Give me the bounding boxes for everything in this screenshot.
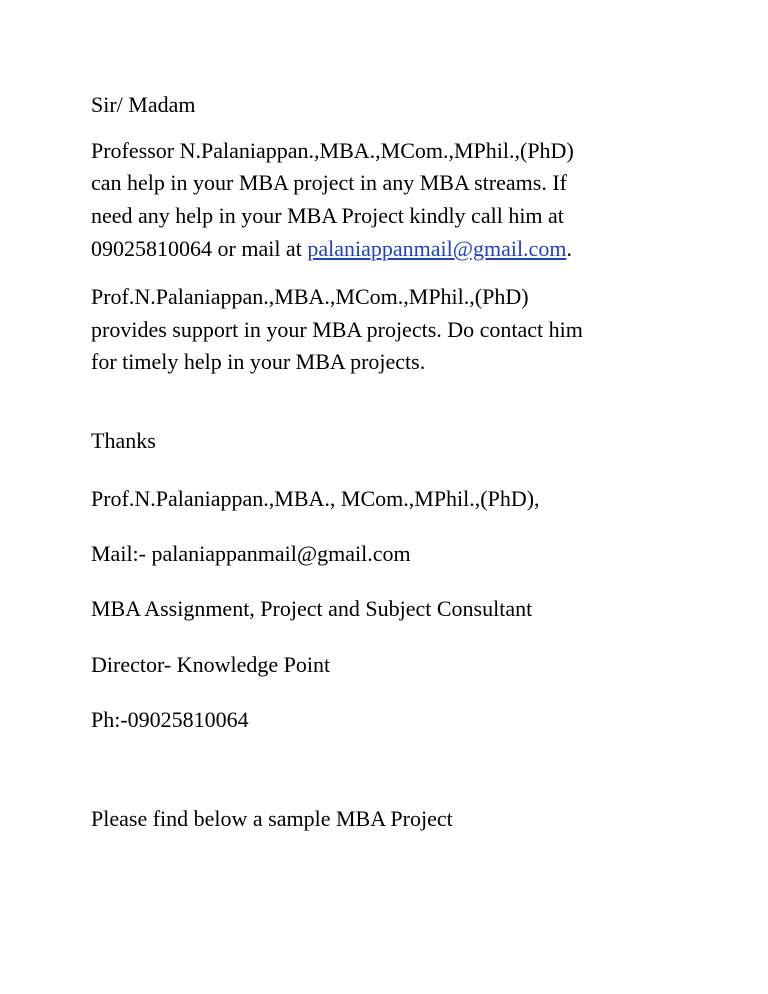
paragraph-2-line-1: Prof.N.Palaniappan.,MBA.,MCom.,MPhil.,(PhD) [91,284,529,309]
paragraph-2-line-3: for timely help in your MBA projects. [91,349,426,374]
closing-line: Please find below a sample MBA Project [91,806,453,831]
signature-mail: Mail:- palaniappanmail@gmail.com [91,541,411,566]
signature-director: Director- Knowledge Point [91,652,331,677]
paragraph-2-line-2: provides support in your MBA projects. Do contact him [91,317,583,342]
signature-name: Prof.N.Palaniappan.,MBA., MCom.,MPhil.,(PhD), [91,486,540,511]
email-link[interactable]: palaniappanmail@gmail.com [307,236,567,261]
paragraph-1-line-4 [91,234,572,264]
sentence-period: . [566,236,572,261]
thanks-line: Thanks [91,428,156,453]
paragraph-1-line-2: can help in your MBA project in any MBA streams. If [91,170,567,195]
signature-phone: Ph:-09025810064 [91,707,249,732]
signature-role: MBA Assignment, Project and Subject Consultant [91,596,533,621]
paragraph-1-line-1: Professor N.Palaniappan.,MBA.,MCom.,MPhil.,(PhD) [91,138,574,163]
phone-mail-prefix: 09025810064 or mail at [91,236,308,261]
greeting: Sir/ Madam [91,92,196,117]
paragraph-1-line-3: need any help in your MBA Project kindly call him at [91,203,564,228]
